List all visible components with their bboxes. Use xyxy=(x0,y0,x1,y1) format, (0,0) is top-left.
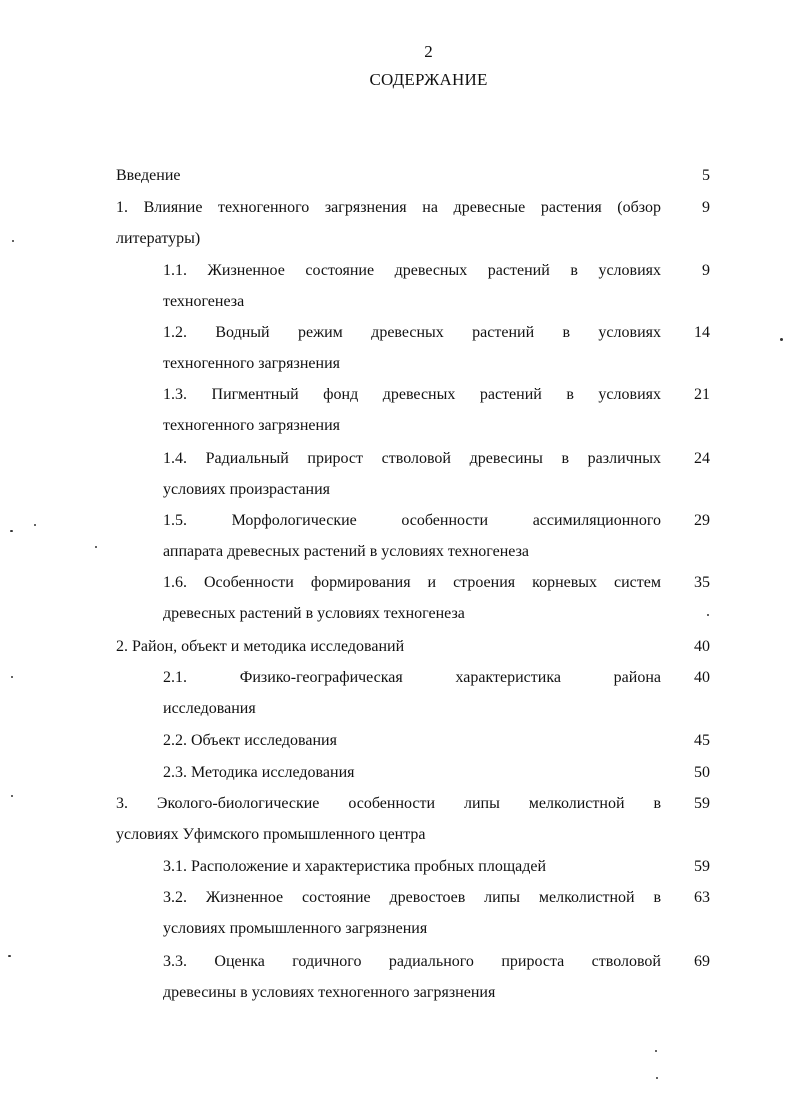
toc-entry-text: 1.3. Пигментный фонд древесных растений в условиях xyxy=(163,386,661,403)
toc-entry-text: 2. Район, объект и методика исследований xyxy=(116,638,405,655)
toc-entry-chapter-3 xyxy=(116,788,661,850)
scan-speck xyxy=(656,1077,658,1079)
toc-page-number: 40 xyxy=(694,638,710,655)
toc-entry-text-cont: условиях промышленного загрязнения xyxy=(163,920,428,937)
toc-entry-text-cont: техногенного загрязнения xyxy=(163,355,340,372)
toc-entry-section-1-2 xyxy=(163,317,661,379)
toc-entry-section-1-4 xyxy=(163,443,661,505)
toc-entry-text: 1. Влияние техногенного загрязнения на древесные растения (обзор xyxy=(116,199,661,216)
toc-entry-text-cont: условиях произрастания xyxy=(163,481,330,498)
toc-entry-introduction xyxy=(116,160,661,191)
toc-page-number: 5 xyxy=(702,167,710,184)
toc-entry-chapter-2 xyxy=(116,631,661,662)
toc-entry-text: 3.3. Оценка годичного радиального прироста стволовой xyxy=(163,953,661,970)
toc-page-number: 40 xyxy=(694,669,710,686)
toc-page-number: 21 xyxy=(694,386,710,403)
toc-entry-text-cont: литературы) xyxy=(116,230,201,247)
toc-page-number: 59 xyxy=(694,858,710,875)
page-number: 2 xyxy=(424,42,433,61)
toc-entry-section-1-5 xyxy=(163,505,661,567)
scan-speck xyxy=(655,1050,657,1052)
toc-entry-text: Введение xyxy=(116,167,181,184)
toc-page-number: 35 xyxy=(694,574,710,591)
toc-entry-text: 1.2. Водный режим древесных растений в условиях xyxy=(163,324,661,341)
toc-entry-section-3-1 xyxy=(163,851,661,882)
toc-entry-text: 2.2. Объект исследования xyxy=(163,732,337,749)
toc-entry-chapter-1 xyxy=(116,192,661,254)
toc-page-number: 59 xyxy=(694,795,710,812)
page-title: СОДЕРЖАНИЕ xyxy=(369,70,488,89)
toc-page-number: 9 xyxy=(702,199,710,216)
toc-entry-text: 3.2. Жизненное состояние древостоев липы мелколистной в xyxy=(163,889,661,906)
toc-page-number: 69 xyxy=(694,953,710,970)
toc-entry-section-1-3 xyxy=(163,379,661,441)
toc-entry-section-2-1 xyxy=(163,662,661,724)
scan-speck xyxy=(8,955,11,957)
toc-page-number: 24 xyxy=(694,450,710,467)
toc-entry-section-3-3 xyxy=(163,946,661,1008)
toc-page-number: 9 xyxy=(702,262,710,279)
scan-speck xyxy=(95,546,97,548)
toc-entry-text: 1.1. Жизненное состояние древесных растений в условиях xyxy=(163,262,661,279)
toc-entry-section-2-3 xyxy=(163,757,661,788)
toc-entry-text: 2.3. Методика исследования xyxy=(163,764,355,781)
toc-entry-text-cont: техногенеза xyxy=(163,293,245,310)
toc-entry-section-2-2 xyxy=(163,725,661,756)
toc-entry-text: 1.4. Радиальный прирост стволовой древесины в различных xyxy=(163,450,661,467)
toc-page-number: 50 xyxy=(694,764,710,781)
scan-speck xyxy=(780,338,783,341)
toc-entry-section-3-2 xyxy=(163,882,661,944)
scan-speck xyxy=(10,530,13,532)
toc-entry-text-cont: исследования xyxy=(163,700,256,717)
toc-page-number: 45 xyxy=(694,732,710,749)
toc-entry-text: 3. Эколого-биологические особенности липы мелколистной в xyxy=(116,795,661,812)
toc-page-number: 63 xyxy=(694,889,710,906)
toc-entry-text-cont: условиях Уфимского промышленного центра xyxy=(116,826,426,843)
toc-entry-section-1-6 xyxy=(163,567,661,629)
toc-page-number: 29 xyxy=(694,512,710,529)
scan-speck xyxy=(707,614,709,616)
toc-entry-section-1-1 xyxy=(163,255,661,317)
toc-entry-text: 1.6. Особенности формирования и строения корневых систем xyxy=(163,574,661,591)
scan-speck xyxy=(12,240,14,242)
toc-entry-text: 1.5. Морфологические особенности ассимиляционного xyxy=(163,512,661,529)
scan-speck xyxy=(34,524,36,526)
toc-entry-text: 2.1. Физико-географическая характеристика района xyxy=(163,669,661,686)
toc-entry-text-cont: техногенного загрязнения xyxy=(163,417,340,434)
toc-entry-text: 3.1. Расположение и характеристика пробных площадей xyxy=(163,858,547,875)
toc-page-number: 14 xyxy=(694,324,710,341)
toc-entry-text-cont: аппарата древесных растений в условиях техногенеза xyxy=(163,543,529,560)
scan-speck xyxy=(11,676,13,678)
scan-speck xyxy=(11,795,13,797)
toc-entry-text-cont: древесины в условиях техногенного загрязнения xyxy=(163,984,496,1001)
toc-entry-text-cont: древесных растений в условиях техногенеза xyxy=(163,605,465,622)
